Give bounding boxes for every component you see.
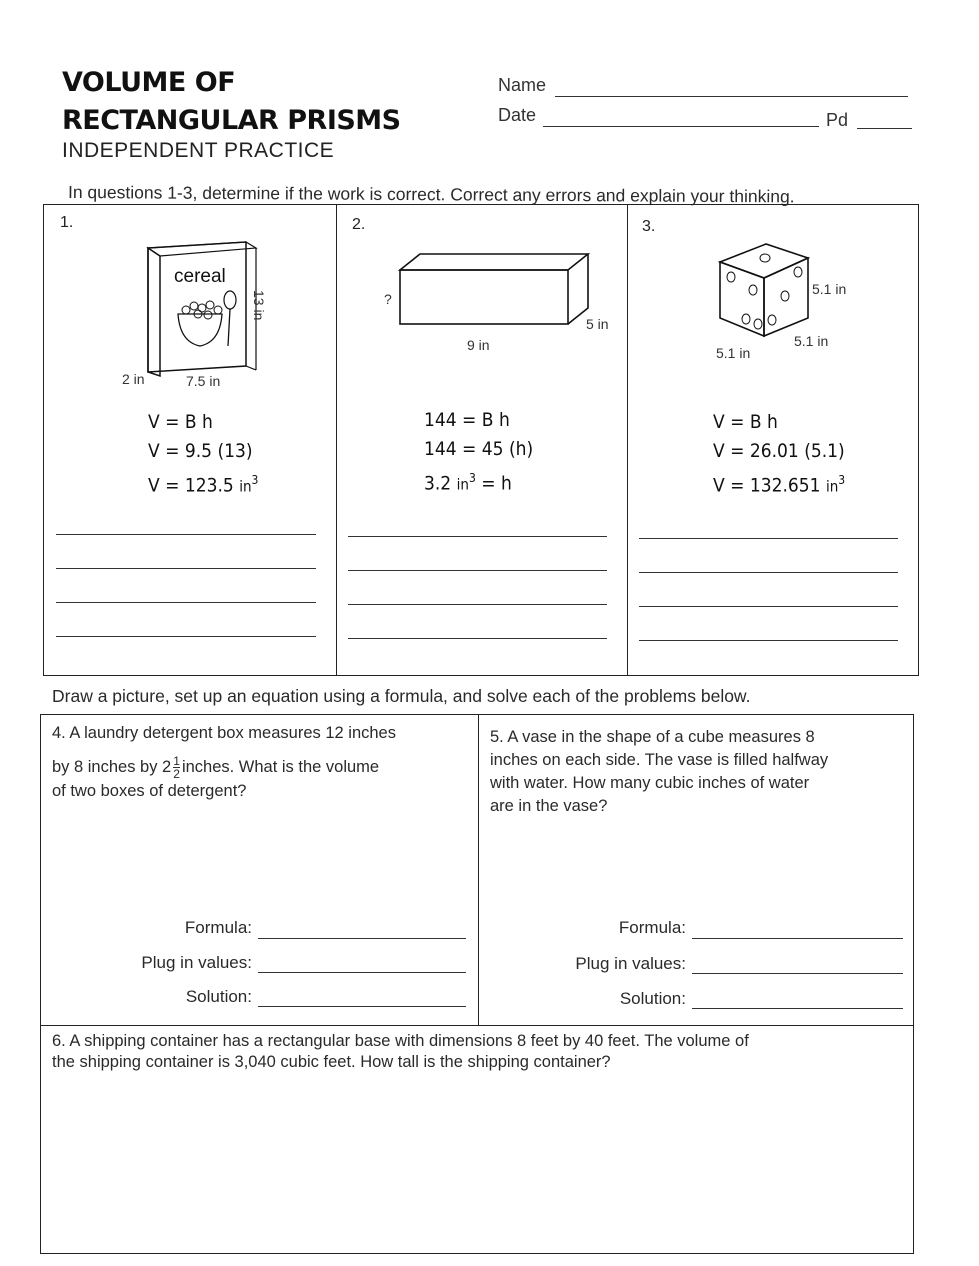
rectangular-prism-icon — [375, 246, 625, 361]
height-label: 5.1 in — [812, 281, 847, 297]
answer-line[interactable] — [639, 572, 898, 573]
answer-line[interactable] — [348, 604, 607, 605]
problem-3-work — [713, 408, 845, 501]
problem-1-number: 1. — [60, 214, 74, 231]
fraction-denominator: 2 — [173, 767, 180, 781]
plug-in-values-field[interactable] — [258, 972, 466, 973]
date-label: Date — [498, 105, 537, 125]
answer-line[interactable] — [56, 534, 316, 535]
unit: in — [239, 477, 252, 496]
depth-label: 5.1 in — [794, 333, 829, 349]
unit: in — [825, 477, 839, 496]
width-label: 7.5 in — [186, 373, 221, 389]
work-line: V = B h — [713, 411, 778, 433]
problem-6-line: 6. A shipping container has a rectangular base with dimensions 8 feet by 40 feet. The volume of — [52, 1032, 749, 1050]
solution-field[interactable] — [258, 1006, 466, 1007]
problem-4-text: by 8 inches by 2 — [52, 757, 172, 776]
problem-4-line: 4. A laundry detergent box measures 12 inches — [52, 724, 396, 742]
cereal-box-icon — [110, 238, 290, 398]
solution-label: Solution: — [185, 987, 252, 1006]
work-line-3 — [148, 466, 258, 501]
problem-5-line: are in the vase? — [490, 797, 608, 815]
exponent: 3 — [838, 473, 846, 487]
pd-label: Pd — [826, 110, 849, 130]
cereal-label: cereal — [174, 266, 226, 287]
answer-line[interactable] — [348, 638, 607, 639]
problem-4 — [52, 722, 396, 803]
solution-label: Solution: — [619, 989, 686, 1008]
depth-label: 5 in — [586, 316, 609, 332]
section2-instructions: Draw a picture, set up an equation using a formula, and solve each of the problems below. — [52, 686, 751, 706]
formula-field[interactable] — [258, 938, 466, 939]
problem-2-work — [424, 406, 533, 499]
answer-line[interactable] — [56, 568, 316, 569]
formula-field[interactable] — [692, 938, 903, 939]
work-value: V = 123.5 — [148, 474, 234, 497]
work-line: 144 = 45 (h) — [424, 438, 534, 460]
problem-4-line-2 — [52, 755, 396, 780]
answer-line[interactable] — [639, 606, 898, 607]
divider — [627, 204, 628, 676]
subtitle: INDEPENDENT PRACTICE — [62, 139, 335, 162]
work-line: V = B h — [148, 411, 213, 433]
title-line-2: RECTANGULAR PRISMS — [62, 105, 401, 136]
work-line-3 — [424, 464, 533, 499]
dice-cube-icon — [708, 236, 868, 366]
unit: in — [456, 475, 469, 494]
problem-5 — [490, 726, 828, 818]
answer-line[interactable] — [56, 636, 316, 637]
name-field[interactable] — [555, 96, 908, 97]
exponent: 3 — [468, 471, 476, 485]
title-line-1: VOLUME OF — [62, 67, 236, 98]
problem-4-text: inches. What is the volume — [181, 757, 380, 776]
height-label: 13 in — [251, 290, 267, 321]
work-line-3 — [713, 466, 845, 501]
divider — [478, 714, 479, 1026]
problem-5-line: inches on each side. The vase is filled halfway — [490, 751, 829, 769]
plug-in-values-label: Plug in values: — [575, 954, 686, 973]
divider — [40, 1025, 914, 1026]
problem-2-number: 2. — [352, 216, 366, 233]
answer-line[interactable] — [639, 640, 898, 641]
section1-instructions: In questions 1-3, determine if the work is correct. Correct any errors and explain your thinking. — [67, 182, 795, 207]
width-label: 5.1 in — [716, 345, 751, 361]
problem-5-line: with water. How many cubic inches of water — [490, 774, 810, 792]
fraction-numerator: 1 — [173, 754, 180, 768]
problem-1-work — [148, 408, 258, 501]
name-label: Name — [498, 75, 547, 95]
fraction — [173, 755, 180, 780]
answer-line[interactable] — [639, 538, 898, 539]
work-value: 3.2 — [424, 472, 452, 495]
problem-5-line: 5. A vase in the shape of a cube measures 8 — [490, 728, 815, 746]
date-field[interactable] — [543, 126, 819, 127]
problem-6-line: the shipping container is 3,040 cubic feet. How tall is the shipping container? — [52, 1053, 611, 1071]
work-line: V = 9.5 (13) — [148, 440, 253, 462]
formula-label: Formula: — [618, 918, 686, 937]
length-label: 9 in — [467, 337, 490, 353]
formula-label: Formula: — [184, 918, 252, 937]
exponent: 3 — [251, 473, 259, 487]
work-line: 144 = B h — [424, 409, 510, 431]
work-value: V = 132.651 — [713, 474, 821, 497]
work-value: = h — [481, 472, 512, 495]
solution-field[interactable] — [692, 1008, 903, 1009]
answer-line[interactable] — [348, 536, 607, 537]
answer-line[interactable] — [348, 570, 607, 571]
pd-field[interactable] — [857, 128, 912, 129]
problem-3-number: 3. — [642, 218, 656, 235]
work-line: V = 26.01 (5.1) — [713, 440, 845, 462]
height-label: ? — [384, 291, 392, 307]
answer-line[interactable] — [56, 602, 316, 603]
problem-6 — [52, 1030, 902, 1074]
divider — [336, 204, 337, 676]
plug-in-values-field[interactable] — [692, 973, 903, 974]
problem-4-line: of two boxes of detergent? — [52, 782, 247, 800]
depth-label: 2 in — [122, 371, 145, 387]
plug-in-values-label: Plug in values: — [141, 953, 252, 972]
